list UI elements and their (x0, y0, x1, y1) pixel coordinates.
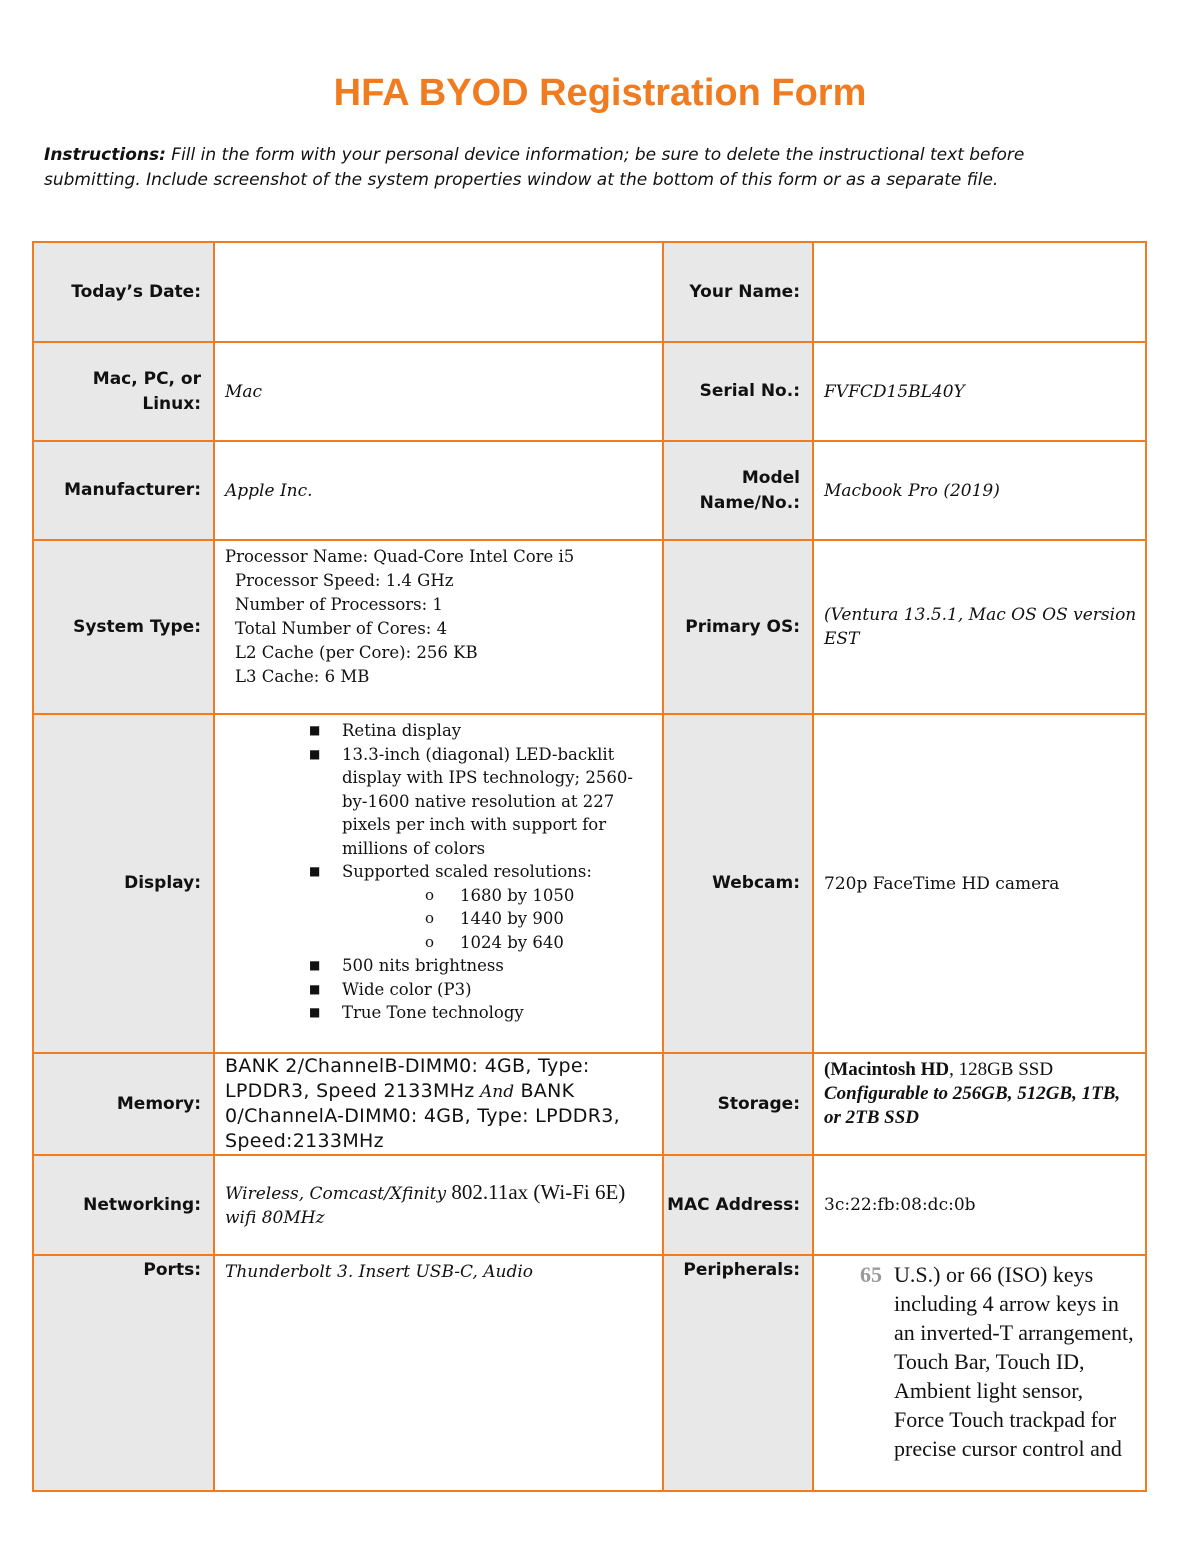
system-type-line: Number of Processors: 1 (235, 595, 443, 614)
system-type-label: System Type: (33, 540, 214, 714)
storage-label: Storage: (663, 1053, 813, 1155)
table-row (33, 342, 1146, 441)
model-field[interactable]: Macbook Pro (2019) (813, 441, 1146, 540)
manufacturer-field[interactable]: Apple Inc. (214, 441, 663, 540)
storage-field[interactable] (813, 1053, 1146, 1155)
registration-table (32, 241, 1147, 1492)
system-type-field[interactable] (214, 540, 663, 714)
list-item: o 1440 by 900 (225, 907, 654, 931)
instructions (44, 143, 1084, 193)
serial-label: Serial No.: (663, 342, 813, 441)
date-label: Today’s Date: (33, 242, 214, 342)
instructions-label: Instructions: (44, 145, 166, 165)
primary-os-label: Primary OS: (663, 540, 813, 714)
serial-field[interactable]: FVFCD15BL40Y (813, 342, 1146, 441)
peripherals-number: 65 (860, 1262, 882, 1287)
list-item: ■ Supported scaled resolutions: (225, 860, 654, 884)
platform-label: Mac, PC, or Linux: (33, 342, 214, 441)
networking-standard: 802.11ax (Wi-Fi 6E) (446, 1180, 626, 1204)
ports-label: Ports: (33, 1255, 214, 1491)
model-label: Model Name/No.: (663, 441, 813, 540)
table-row (33, 540, 1146, 714)
instructions-text: Fill in the form with your personal device information; be sure to delete the instructional text before submitting. Include screenshot of the system properties window at the bottom of this form or as a separate file. (44, 145, 1025, 190)
square-bullet-icon: ■ (309, 1005, 321, 1019)
square-bullet-icon: ■ (309, 958, 321, 972)
display-list (225, 719, 654, 1025)
list-item: o 1680 by 1050 (225, 884, 654, 908)
table-row (33, 714, 1146, 1053)
webcam-field[interactable]: 720p FaceTime HD camera (813, 714, 1146, 1053)
memory-line-2: BANK 0/ChannelA-DIMM0: 4GB, Type: LPDDR3, Speed:2133MHz (225, 1080, 620, 1152)
peripherals-description: U.S.) or 66 (ISO) keys including 4 arrow keys in an inverted-T arrangement, Touch Bar, Touch ID, Ambient light sensor, Force Touch trackpad for precise cursor control and (894, 1262, 1134, 1461)
storage-volume: (Macintosh HD (824, 1059, 950, 1080)
peripherals-field[interactable] (813, 1255, 1146, 1491)
list-item: o 1024 by 640 (225, 931, 654, 955)
table-row (33, 441, 1146, 540)
manufacturer-label: Manufacturer: (33, 441, 214, 540)
peripherals-text (824, 1260, 1137, 1463)
mac-address-label: MAC Address: (663, 1155, 813, 1255)
system-type-line: Processor Name: Quad-Core Intel Core i5 (225, 547, 575, 566)
square-bullet-icon: ■ (309, 981, 321, 996)
platform-field[interactable]: Mac (214, 342, 663, 441)
memory-field[interactable] (214, 1053, 663, 1155)
memory-line-1: BANK 2/ChannelB-DIMM0: 4GB, Type: LPDDR3, Speed 2133MHz (225, 1055, 590, 1102)
date-field[interactable] (214, 242, 663, 342)
list-item: ■ 13.3-inch (diagonal) LED-backlit display with IPS technology; 2560-by-1600 native resolution at 227 pixels per inch with support for millions of colors (309, 744, 633, 858)
webcam-label: Webcam: (663, 714, 813, 1053)
list-item: ■ 500 nits brightness (225, 954, 654, 978)
form-title: HFA BYOD Registration Form (333, 72, 867, 114)
networking-label: Networking: (33, 1155, 214, 1255)
mac-address-field[interactable]: 3c:22:fb:08:dc:0b (813, 1155, 1146, 1255)
networking-field[interactable] (214, 1155, 663, 1255)
table-row (33, 1255, 1146, 1491)
display-label: Display: (33, 714, 214, 1053)
square-bullet-icon: ■ (309, 723, 321, 737)
square-bullet-icon: ■ (309, 864, 321, 878)
name-label: Your Name: (663, 242, 813, 342)
ports-field[interactable]: Thunderbolt 3. Insert USB-C, Audio (214, 1255, 663, 1491)
system-type-line: Total Number of Cores: 4 (235, 619, 448, 638)
circle-bullet-icon: o (425, 885, 435, 904)
table-row (33, 242, 1146, 342)
storage-config: Configurable to 256GB, 512GB, 1TB, or 2TB SSD (824, 1083, 1121, 1128)
circle-bullet-icon: o (425, 909, 435, 927)
list-item: ■ Retina display (225, 719, 654, 743)
peripherals-label: Peripherals: (663, 1255, 813, 1491)
list-item: ■ Wide color (P3) (225, 978, 654, 1002)
system-type-line: L3 Cache: 6 MB (235, 667, 370, 686)
system-type-line: Processor Speed: 1.4 GHz (235, 571, 454, 590)
storage-size: , 128GB SSD (949, 1059, 1054, 1080)
square-bullet-icon: ■ (309, 746, 321, 761)
table-row (33, 1155, 1146, 1255)
name-field[interactable] (813, 242, 1146, 342)
memory-label: Memory: (33, 1053, 214, 1155)
display-field[interactable] (214, 714, 663, 1053)
memory-and: And (480, 1082, 515, 1102)
list-item: ■ True Tone technology (225, 1001, 654, 1025)
circle-bullet-icon: o (425, 932, 435, 951)
networking-provider: Wireless, Comcast/Xfinity (225, 1184, 447, 1204)
primary-os-field[interactable]: (Ventura 13.5.1, Mac OS OS version EST (813, 540, 1146, 714)
table-row (33, 1053, 1146, 1155)
networking-band: wifi 80MHz (225, 1208, 325, 1228)
system-type-line: L2 Cache (per Core): 256 KB (235, 643, 478, 662)
